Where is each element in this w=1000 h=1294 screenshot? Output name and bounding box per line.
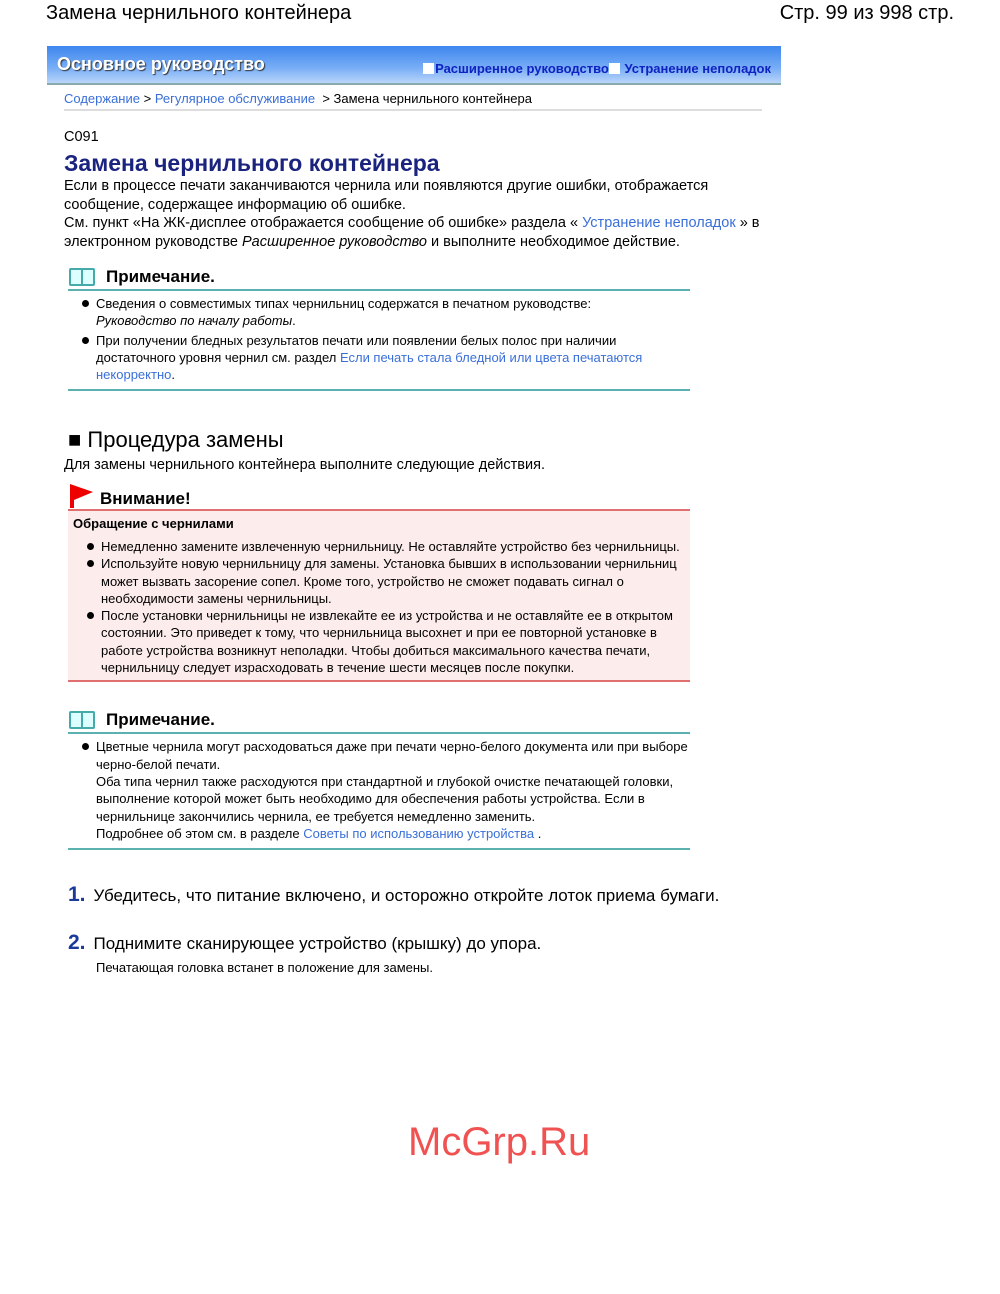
intro-paragraph: Если в процессе печати заканчиваются чернила или появляются другие ошибки, отображается сообщение, содержащее информацию об ошибке. — [64, 178, 709, 213]
red-flag-icon — [68, 484, 94, 508]
troubleshooting-ref-link[interactable]: Устранение неполадок — [582, 215, 736, 231]
list-item: Используйте новую чернильницу для замены. Установка бывших в использовании чернильниц может вызвать засорение сопел. Кроме того, устройство не сможет подавать сигнал о необходимости замены чернильницы. — [101, 555, 690, 607]
breadcrumb-maintenance[interactable]: Регулярное обслуживание — [154, 91, 316, 106]
square-icon — [423, 63, 434, 74]
faint-print-link[interactable]: Если печать стала бледной или цвета печатаются некорректно — [96, 349, 643, 383]
document-title: Замена чернильного контейнера — [46, 2, 352, 24]
list-item: Цветные чернила могут расходоваться даже при печати черно-белого документа или при выборе черно-белой печати. Оба типа чернил также расходуются при стандартной и глубокой очистке печатающей головки, выполнение которой может быть необходимо для обеспечения работы устройства. Если в чернильнице закончились чернила, ее требуется немедленно заменить. Подробнее об этом см. в разделе Советы по использованию устройства . — [96, 738, 690, 842]
breadcrumb-contents[interactable]: Содержание — [64, 91, 140, 106]
book-icon — [68, 710, 96, 730]
square-icon — [609, 63, 620, 74]
step-2: 2. Поднимите сканирующее устройство (крышку) до упора. — [68, 930, 542, 954]
basic-guide-title: Основное руководство — [57, 54, 265, 74]
manual-banner — [47, 46, 781, 85]
step-1: 1. Убедитесь, что питание включено, и осторожно откройте лоток приема бумаги. — [68, 883, 720, 907]
breadcrumb-separator: > — [139, 91, 155, 106]
watermark: McGrp.Ru — [408, 1120, 591, 1164]
section-intro: Для замены чернильного контейнера выполните следующие действия. — [64, 456, 545, 473]
page-number: Стр. 99 из 998 стр. — [779, 2, 954, 24]
note-box: Примечание. Цветные чернила могут расходоваться даже при печати черно-белого документа или при выборе черно-белой печати. Оба типа чернил также расходуются при стандартной и глубокой очистке печатающей головки, выполнение которой может быть необходимо для обеспечения работы устройства. Если в чернильнице закончились чернила, ее требуется немедленно заменить. Подробнее об этом см. в разделе Советы по использованию устройства . — [68, 710, 690, 850]
page-code: C091 — [64, 129, 99, 145]
troubleshooting-link[interactable]: Устранение неполадок — [624, 61, 771, 76]
advanced-guide-link[interactable]: Расширенное руководство — [435, 61, 609, 76]
warning-box: Внимание! Обращение с чернилами Немедленно замените извлеченную чернильницу. Не оставляйте устройство без чернильницы. Используйте новую чернильницу для замены. Установка бывших в использовании чернильниц может вызвать засорение сопел. Кроме того, устройство не сможет подавать сигнал о необходимости замены чернильницы. После установки чернильницы не извлекайте ее из устройства и не оставляйте ее в открытом состоянии. Это приведет к тому, что чернильница высохнет и при ее повторной установке в работе устройства возникнут неполадки. Чтобы добиться максимального качества печати, чернильницу следует израсходовать в течение шести месяцев после покупки. — [68, 484, 690, 682]
list-item: Сведения о совместимых типах чернильниц содержатся в печатном руководстве: Руководство по началу работы. — [96, 295, 690, 330]
book-icon — [68, 267, 96, 287]
list-item: После установки чернильницы не извлекайте ее из устройства и не оставляйте ее в открытом состоянии. Это приведет к тому, что чернильница высохнет и при ее повторной установке в работе устройства возникнут неполадки. Чтобы добиться максимального качества печати, чернильницу следует израсходовать в течение шести месяцев после покупки. — [101, 607, 690, 676]
list-item: Немедленно замените извлеченную чернильницу. Не оставляйте устройство без чернильницы. — [101, 538, 690, 555]
intro-reference: См. пункт «На ЖК-дисплее отображается сообщение об ошибке» раздела « Устранение неполадок » в электронном руководстве Расширенное руководство и выполните необходимое действие. — [64, 215, 760, 250]
section-heading: ■ Процедура замены — [68, 427, 284, 453]
usage-tips-link[interactable]: Советы по использованию устройства — [303, 825, 535, 841]
breadcrumb-separator: > — [315, 91, 334, 106]
breadcrumb — [64, 91, 762, 111]
list-item: При получении бледных результатов печати или появлении белых полос при наличии достаточного уровня чернил см. раздел Если печать стала бледной или цвета печатаются некорректно. — [96, 332, 690, 384]
warning-subheading: Обращение с чернилами — [73, 516, 234, 532]
breadcrumb-current: Замена чернильного контейнера — [333, 91, 532, 106]
step-2-note: Печатающая головка встанет в положение для замены. — [96, 960, 433, 976]
page-heading: Замена чернильного контейнера — [64, 149, 440, 176]
note-box: Примечание. Сведения о совместимых типах чернильниц содержатся в печатном руководстве: Руководство по началу работы. При получении бледных результатов печати или появлении белых полос при наличии достаточного уровня чернил см. раздел Если печать стала бледной или цвета печатаются некорректно. — [68, 267, 690, 391]
